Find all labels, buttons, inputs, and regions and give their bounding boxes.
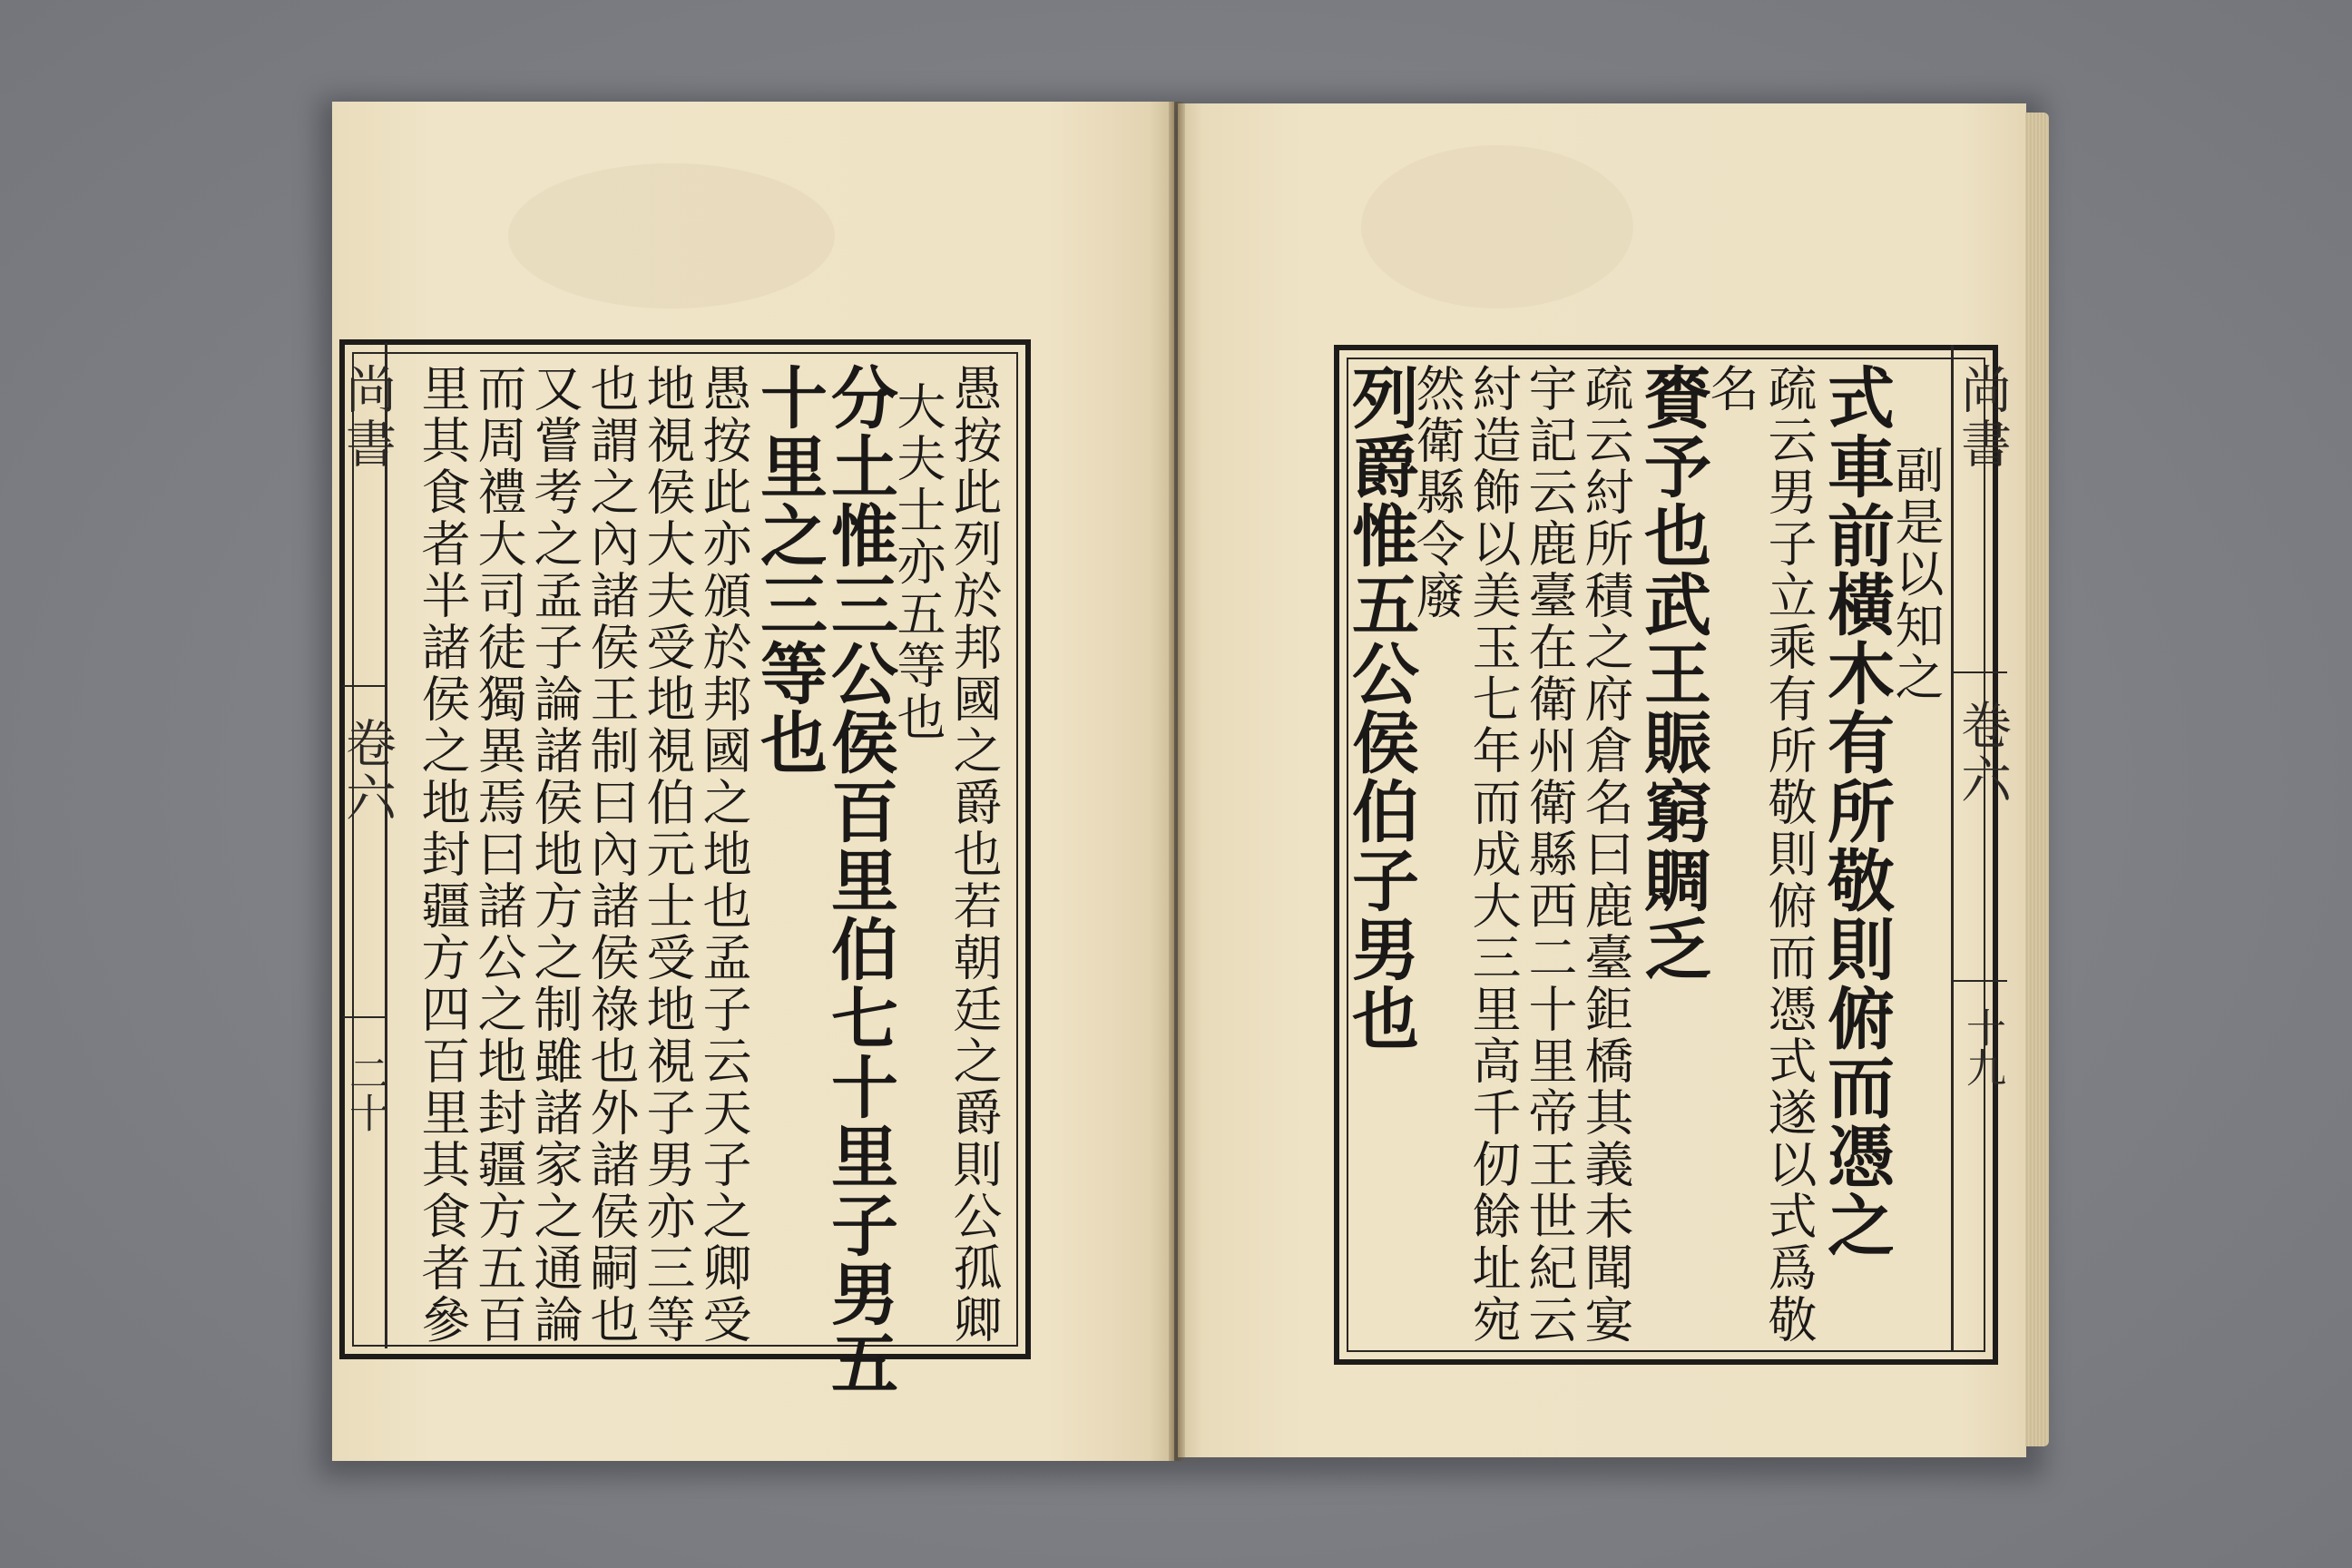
text-column: 疏云紂所積之府倉名曰鹿臺鉅橋其義未聞宴 <box>1577 363 1634 1346</box>
text-column: 也謂之內諸侯王制曰內諸侯祿也外諸侯嗣也 <box>583 363 640 1346</box>
left-header-volume: 卷六 <box>338 717 397 826</box>
text-column: 又嘗考之孟子論諸侯地方之制雖諸家之通論 <box>526 363 583 1346</box>
main-text-column: 十里之三等也 <box>750 363 828 777</box>
text-column: 愚按此列於邦國之爵也若朝廷之爵則公孤卿 <box>946 363 1003 1346</box>
text-column: 紂造飾以美玉七年而成大三里高千仞餘址宛 <box>1465 363 1522 1346</box>
left-fish-tail-lower <box>343 1016 385 1018</box>
right-header-folio: 十九 <box>1959 1007 2005 1087</box>
text-column: 地視侯大夫受地視伯元士受地視子男亦三等 <box>639 363 696 1346</box>
text-column: 大夫士亦五等也 <box>889 381 946 743</box>
right-fish-tail-lower <box>1951 980 2007 982</box>
right-header-volume: 卷六 <box>1953 699 2012 808</box>
main-text-column: 列爵惟五公侯伯子男也 <box>1341 363 1419 1053</box>
main-text-column: 賚予也武王賑窮賙乏 <box>1633 363 1711 984</box>
right-header-title: 尚書 <box>1953 363 2012 472</box>
text-column: 副是以知之 <box>1887 445 1945 703</box>
main-text-column: 式車前橫木有所敬則俯而憑之 <box>1817 363 1895 1259</box>
right-margin-column <box>1951 345 2012 1350</box>
right-fish-tail-upper <box>1951 671 2007 673</box>
text-column: 愚按此亦頒於邦國之地也孟子云天子之卿受 <box>695 363 752 1346</box>
left-header-folio: 二十 <box>342 1053 388 1132</box>
paper-stain <box>508 163 835 309</box>
text-column: 然衛縣令廢 <box>1408 363 1465 622</box>
text-column: 疏云男子立乘有所敬則俯而憑式遂以式爲敬 <box>1760 363 1818 1346</box>
left-margin-column <box>343 343 387 1348</box>
main-text-column: 分土惟三公侯百里伯七十里子男五 <box>820 363 898 1397</box>
text-column: 而周禮大司徒獨異焉曰諸公之地封疆方五百 <box>470 363 527 1346</box>
text-column: 里其食者半諸侯之地封疆方四百里其食者參 <box>414 363 471 1346</box>
text-column: 宇記云鹿臺在衛州衛縣西二十里帝王世紀云 <box>1521 363 1578 1346</box>
left-fish-tail-upper <box>343 685 385 687</box>
book-gutter <box>1169 102 1185 1461</box>
paper-stain <box>1361 145 1633 309</box>
text-column: 名 <box>1702 363 1759 415</box>
left-header-title: 尚書 <box>338 363 397 472</box>
page-edges <box>2025 113 2049 1446</box>
